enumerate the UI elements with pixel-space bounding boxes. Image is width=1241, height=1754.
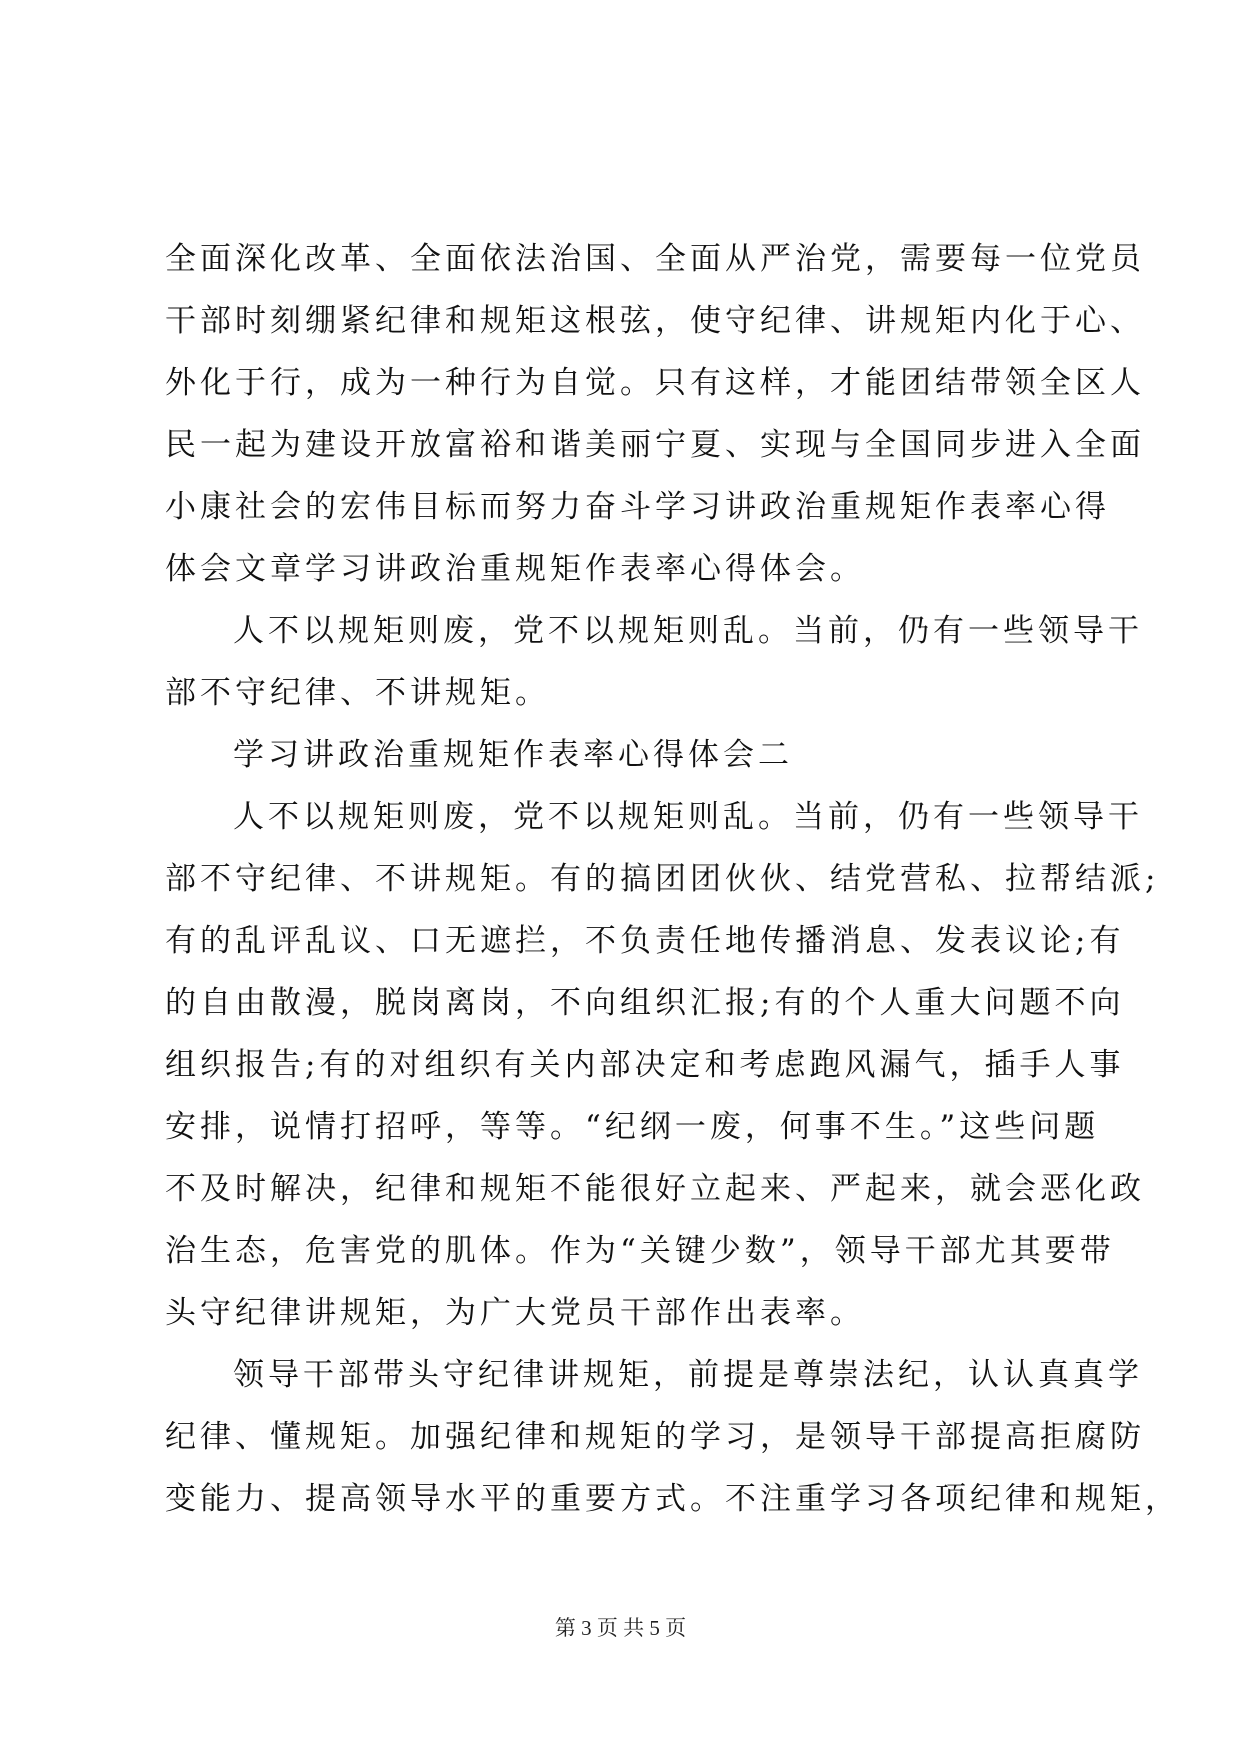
text-line: 小康社会的宏伟目标而努力奋斗学习讲政治重规矩作表率心得 (165, 489, 1110, 525)
text-line: 人不以规矩则废，党不以规矩则乱。当前，仍有一些领导干 (233, 799, 1143, 835)
text-line: 部不守纪律、不讲规矩。 (165, 675, 550, 711)
text-line: 全面深化改革、全面依法治国、全面从严治党，需要每一位党员 (165, 241, 1145, 277)
document-body (165, 228, 1180, 1530)
text-line: 头守纪律讲规矩，为广大党员干部作出表率。 (165, 1295, 865, 1331)
text-line: 外化于行，成为一种行为自觉。只有这样，才能团结带领全区人 (165, 365, 1145, 401)
section-heading: 学习讲政治重规矩作表率心得体会二 (233, 737, 793, 773)
text-line: 的自由散漫，脱岗离岗，不向组织汇报;有的个人重大问题不向 (165, 985, 1125, 1021)
text-line: 部不守纪律、不讲规矩。有的搞团团伙伙、结党营私、拉帮结派; (165, 861, 1160, 897)
text-line: 民一起为建设开放富裕和谐美丽宁夏、实现与全国同步进入全面 (165, 427, 1145, 463)
page-number: 第 3 页 共 5 页 (554, 1616, 687, 1640)
text-line: 体会文章学习讲政治重规矩作表率心得体会。 (165, 551, 865, 587)
text-line: 安排，说情打招呼，等等。“纪纲一废，何事不生。”这些问题 (165, 1109, 1100, 1145)
text-line: 有的乱评乱议、口无遮拦，不负责任地传播消息、发表议论;有 (165, 923, 1125, 959)
text-line: 组织报告;有的对组织有关内部决定和考虑跑风漏气，插手人事 (165, 1047, 1125, 1083)
text-line: 不及时解决，纪律和规矩不能很好立起来、严起来，就会恶化政 (165, 1171, 1145, 1207)
text-line: 干部时刻绷紧纪律和规矩这根弦，使守纪律、讲规矩内化于心、 (165, 303, 1145, 339)
text-line: 领导干部带头守纪律讲规矩，前提是尊崇法纪，认认真真学 (233, 1357, 1143, 1393)
text-line: 变能力、提高领导水平的重要方式。不注重学习各项纪律和规矩， (165, 1481, 1180, 1517)
text-line: 治生态，危害党的肌体。作为“关键少数”，领导干部尤其要带 (165, 1233, 1115, 1269)
text-line: 纪律、懂规矩。加强纪律和规矩的学习，是领导干部提高拒腐防 (165, 1419, 1145, 1455)
text-line: 人不以规矩则废，党不以规矩则乱。当前，仍有一些领导干 (233, 613, 1143, 649)
